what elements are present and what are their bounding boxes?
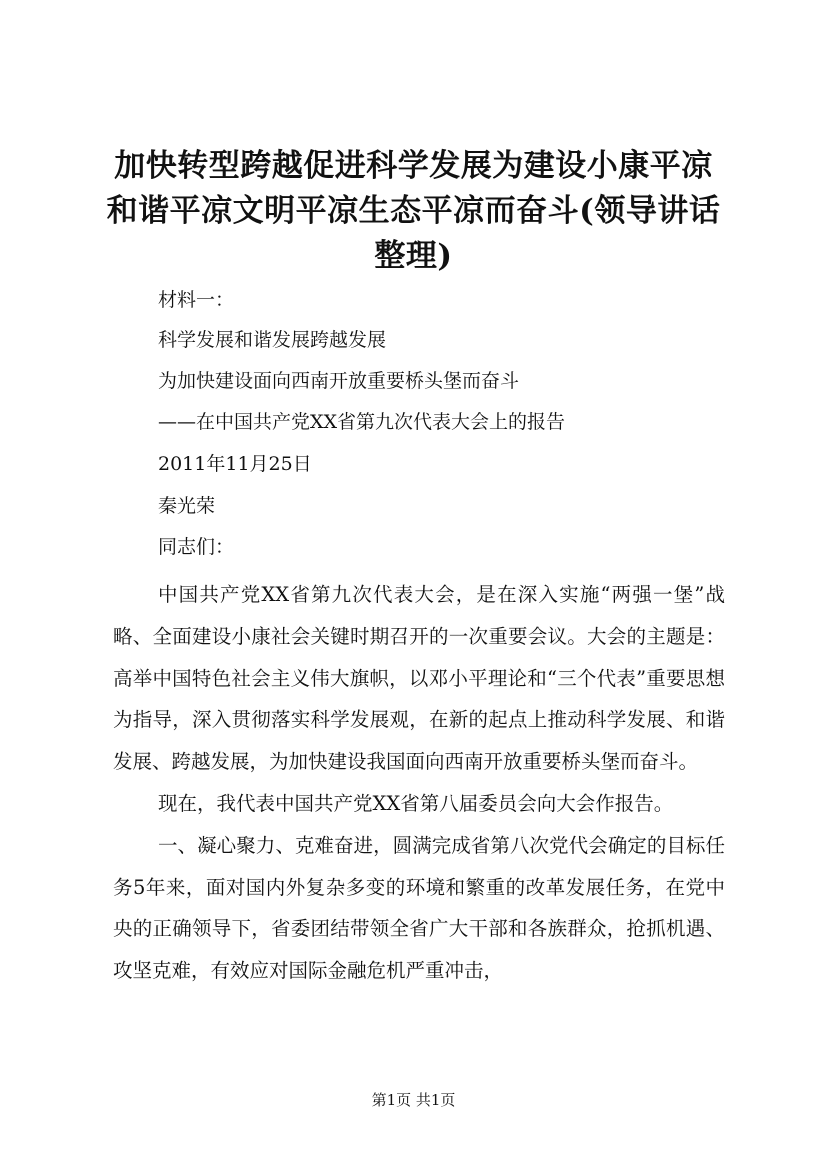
document-body (113, 574, 725, 992)
document-title: 加快转型跨越促进科学发展为建设小康平凉和谐平凉文明平凉生态平凉而奋斗(领导讲话整理) (106, 148, 721, 274)
report-subheading: 为加快建设面向西南开放重要桥头堡而奋斗 (158, 370, 520, 392)
report-occasion: ——在中国共产党XX省第九次代表大会上的报告 (158, 411, 566, 433)
page-footer: 第1页 共1页 (371, 1091, 456, 1109)
body-paragraph: 一、凝心聚力、克难奋进，圆满完成省第八次党代会确定的目标任务5年来，面对国内外复杂多变的环境和繁重的改革发展任务，在党中央的正确领导下，省委团结带领全省广大干部和各族群众，抢抓机遇、攻坚克难，有效应对国际金融危机严重冲击， (113, 833, 725, 983)
report-heading: 科学发展和谐发展跨越发展 (158, 329, 387, 351)
body-paragraph: 现在，我代表中国共产党XX省第八届委员会向大会作报告。 (158, 791, 674, 815)
report-date: 2011年11月25日 (158, 453, 312, 475)
body-paragraph: 中国共产党XX省第九次代表大会，是在深入实施“两强一堡”战略、全面建设小康社会关键时期召开的一次重要会议。大会的主题是：高举中国特色社会主义伟大旗帜，以邓小平理论和“三个代表”重要思想为指导，深入贯彻落实科学发展观，在新的起点上推动科学发展、和谐发展、跨越发展，为加快建设我国面向西南开放重要桥头堡而奋斗。 (113, 583, 725, 774)
report-author: 秦光荣 (158, 495, 216, 517)
material-label: 材料一： (158, 289, 235, 311)
salutation: 同志们： (158, 536, 235, 558)
